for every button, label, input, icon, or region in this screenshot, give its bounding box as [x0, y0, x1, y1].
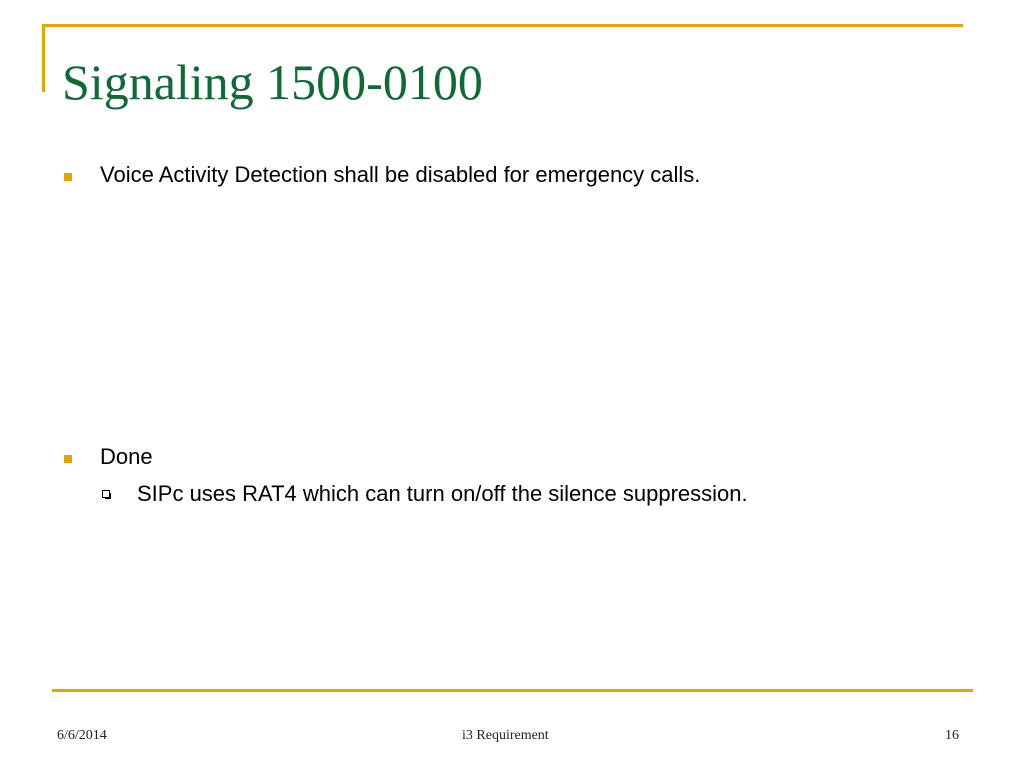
page-number: 16: [945, 728, 959, 743]
frame-top-rule: [42, 24, 963, 27]
bullet-marker-icon: [64, 173, 72, 181]
bullet-text: Done: [100, 444, 153, 469]
sub-bullet-text: SIPc uses RAT4 which can turn on/off the silence suppression.: [137, 481, 748, 506]
bullet-text: Voice Activity Detection shall be disabled for emergency calls.: [100, 162, 701, 187]
footer-date: 6/6/2014: [57, 728, 107, 743]
bullet-marker-icon: [64, 455, 72, 463]
footer-title: i3 Requirement: [462, 728, 549, 743]
slide-title: Signaling 1500-0100: [62, 54, 483, 110]
sub-bullet-marker-icon: [102, 490, 110, 498]
frame-left-rule: [42, 24, 45, 92]
footer-rule: [52, 689, 973, 692]
